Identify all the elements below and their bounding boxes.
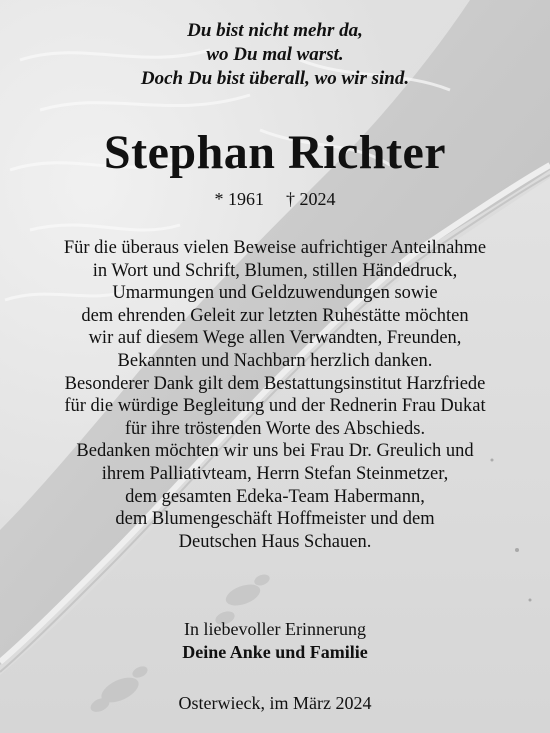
death-year: † 2024 — [286, 189, 336, 209]
thank-you-message — [0, 237, 550, 553]
message-line: für die würdige Begleitung und der Rednerin Frau Dukat — [64, 396, 486, 417]
motto-verse — [0, 19, 550, 91]
motto-line: Du bist nicht mehr da, — [187, 20, 363, 41]
message-line: Bedanken möchten wir uns bei Frau Dr. Greulich und — [76, 441, 474, 462]
life-dates — [0, 188, 550, 210]
message-line: wir auf diesem Wege allen Verwandten, Freunden, — [88, 328, 462, 349]
message-line: Bekannten und Nachbarn herzlich danken. — [117, 350, 433, 371]
closing-block — [0, 618, 550, 664]
signers: Deine Anke und Familie — [182, 642, 368, 662]
message-line: Deutschen Haus Schauen. — [178, 531, 372, 552]
message-line: für ihre tröstenden Worte des Abschieds. — [124, 418, 426, 439]
message-line: dem ehrenden Geleit zur letzten Ruhestätte möchten — [81, 305, 469, 326]
message-line: Umarmungen und Geldzuwendungen sowie — [112, 283, 438, 304]
message-line: in Wort und Schrift, Blumen, stillen Händedruck, — [92, 260, 458, 281]
message-line: Für die überaus vielen Beweise aufrichtiger Anteilnahme — [63, 238, 487, 258]
motto-line: Doch Du bist überall, wo wir sind. — [140, 68, 410, 89]
place-and-date: Osterwieck, im März 2024 — [178, 693, 372, 713]
birth-year: * 1961 — [214, 189, 264, 209]
closing-phrase: In liebevoller Erinnerung — [184, 619, 366, 639]
deceased-name: Stephan Richter — [103, 126, 447, 179]
message-line: dem Blumengeschäft Hoffmeister und dem — [115, 509, 435, 530]
message-line: Besonderer Dank gilt dem Bestattungsinstitut Harzfriede — [64, 373, 486, 394]
motto-line: wo Du mal warst. — [206, 44, 344, 65]
message-line: ihrem Palliativteam, Herrn Stefan Steinmetzer, — [101, 463, 449, 484]
message-line: dem gesamten Edeka-Team Habermann, — [125, 486, 425, 507]
